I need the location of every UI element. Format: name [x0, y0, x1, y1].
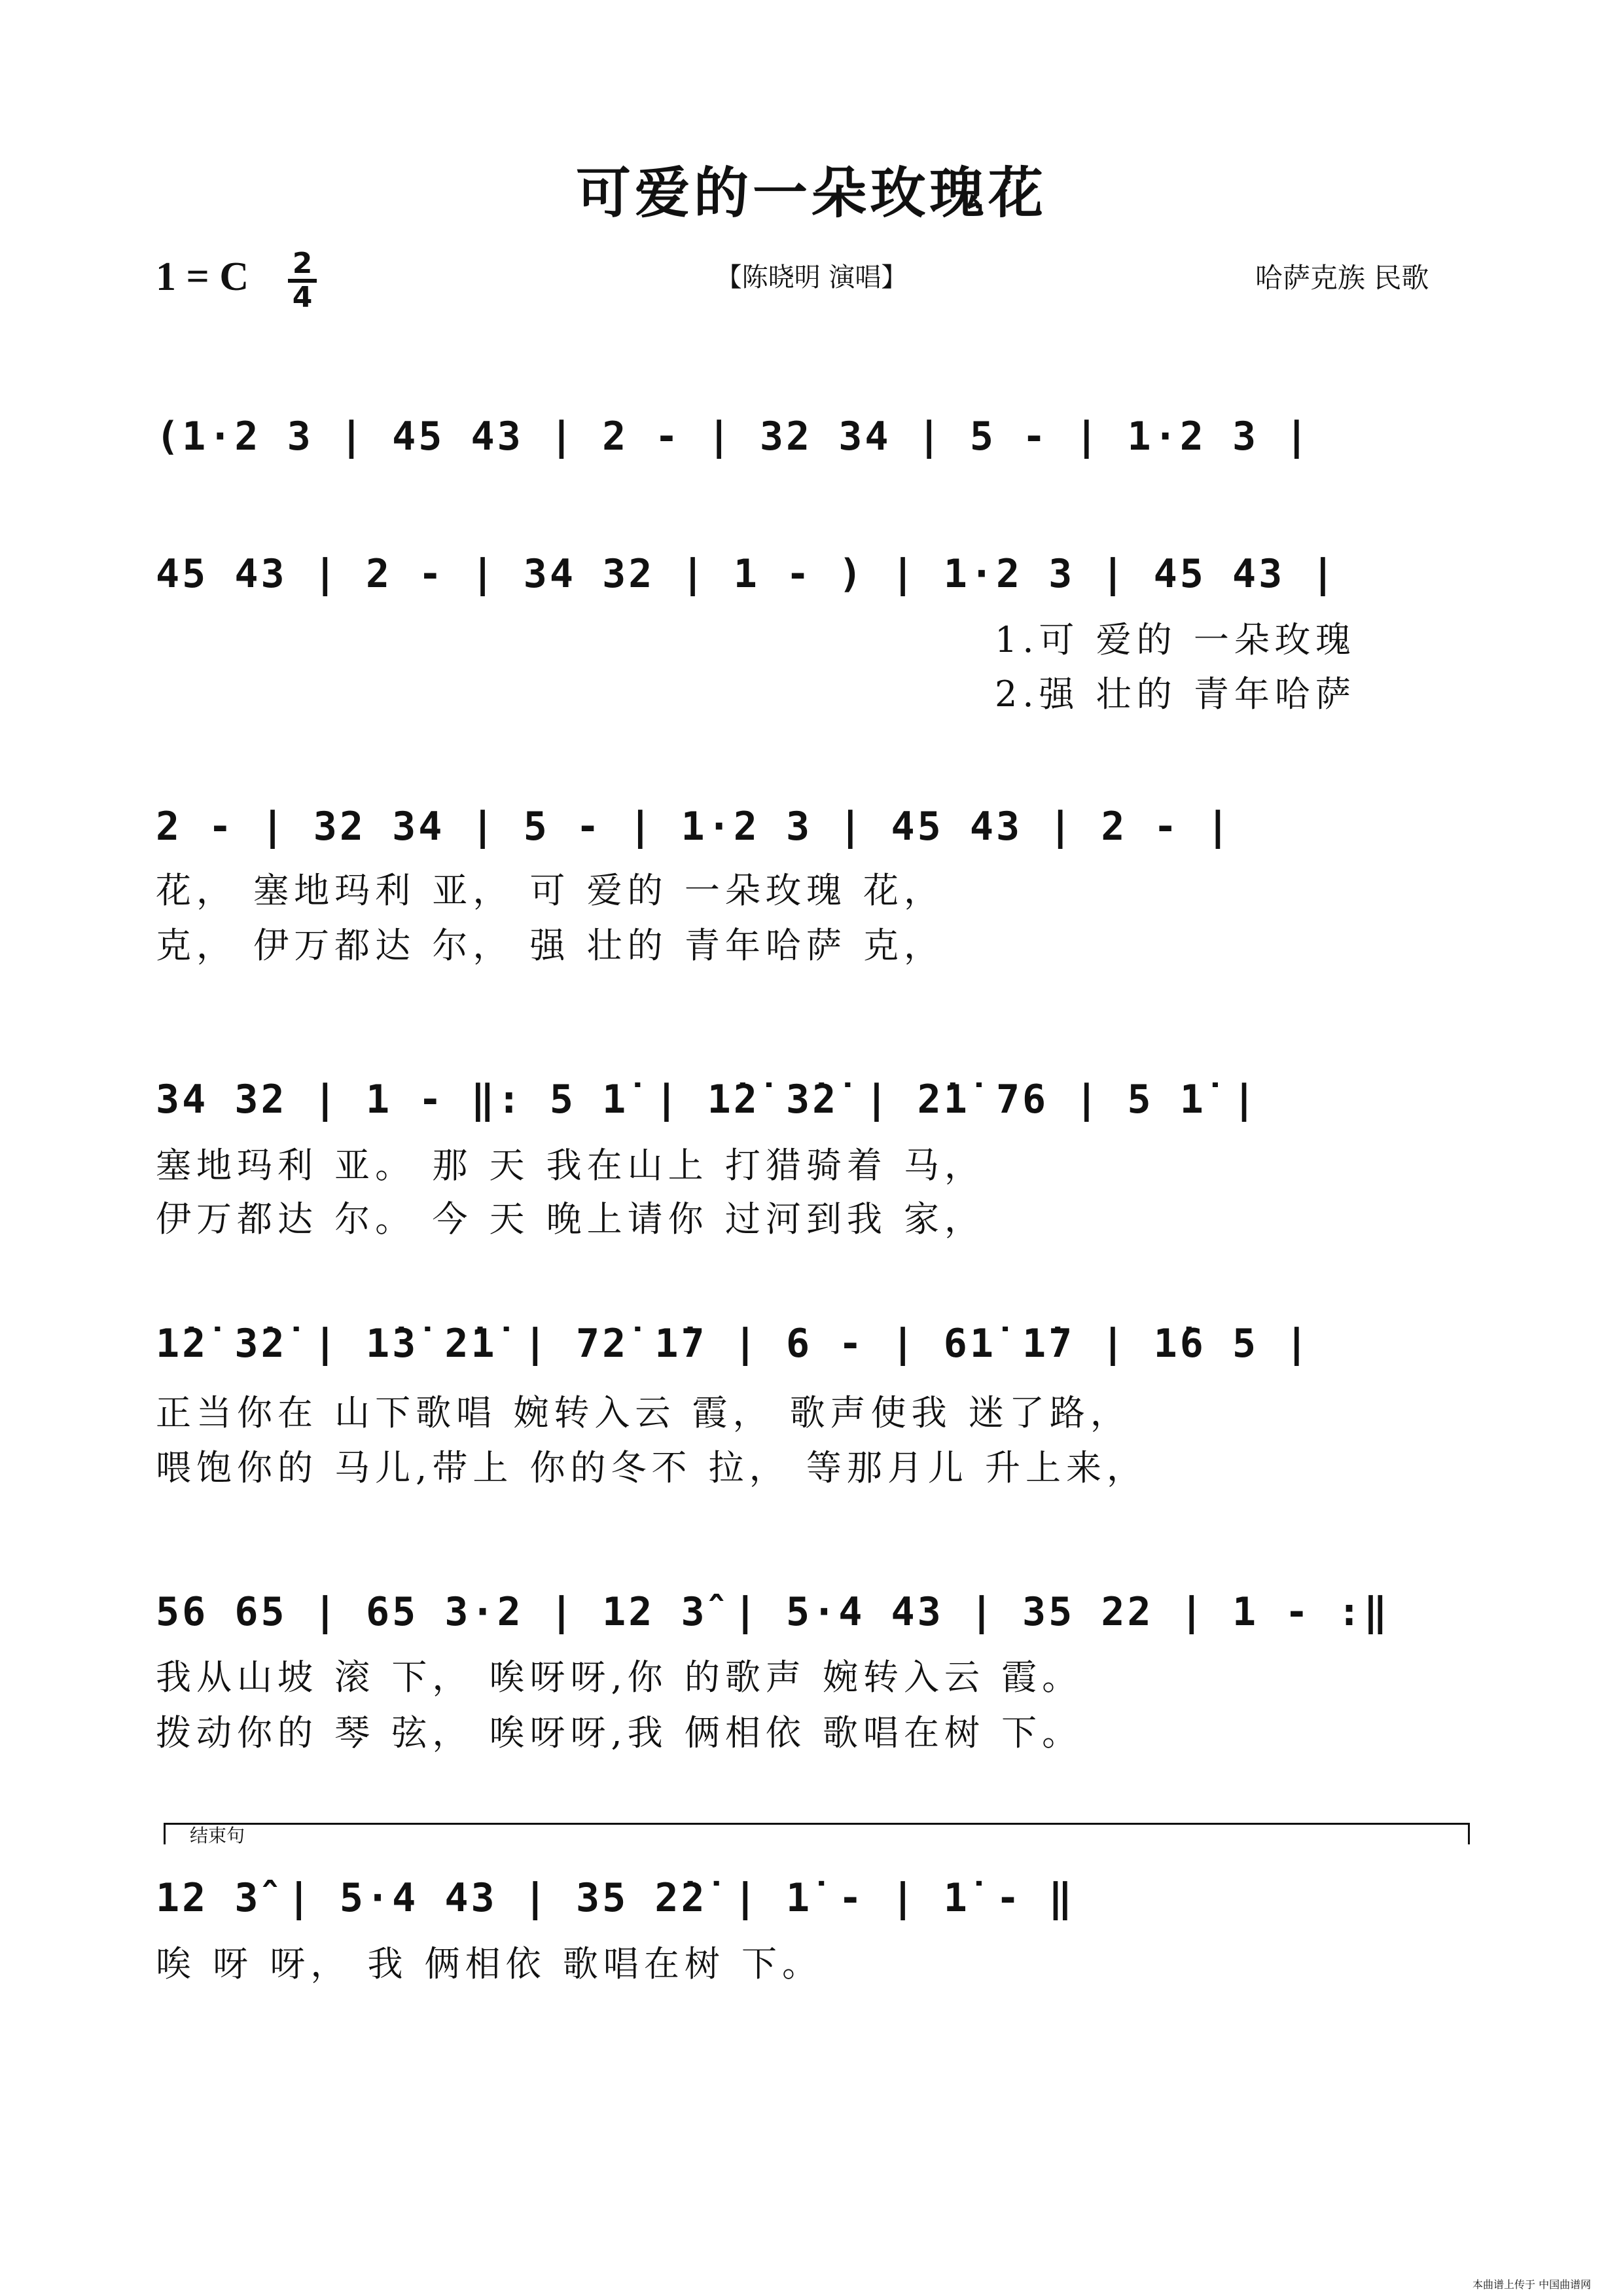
lyric-line-5-verse-1: 正当你在 山下歌唱 婉转入云 霞， 歌声使我 迷了路， — [156, 1392, 1131, 1433]
footer-credit: 本曲谱上传于 中国曲谱网 — [1472, 2278, 1592, 2291]
notation-line-7: 12 3̂ | 5·4 43 | 35 2̇2̇ | 1̇ - | 1̇ - ‖ — [156, 1875, 1075, 1921]
notation-line-6: 56 65 | 65 3·2 | 12 3̂ | 5·4 43 | 35 22 | 1 - :‖ — [156, 1589, 1390, 1635]
notation-line-2: 45 43 | 2 - | 34 32 | 1 - ) | 1·2 3 | 45 43 | — [156, 551, 1338, 597]
ending-label: 结束句 — [190, 1825, 245, 1846]
key-signature: 1 = C — [156, 255, 249, 299]
time-signature-top: 2 — [288, 249, 317, 283]
notation-line-3: 2 - | 32 34 | 5 - | 1·2 3 | 45 43 | 2 - | — [156, 804, 1233, 850]
notation-line-5: 1̇2̇ 3̇2̇ | 1̇3̇ 2̇1̇ | 72̇ 1̇7 | 6 - | 61̇ 1̇7 | 1̇6 5 | — [156, 1321, 1311, 1367]
lyric-line-3-verse-2: 克， 伊万都达 尔， 强 壮的 青年哈萨 克， — [156, 925, 944, 966]
lyric-line-3-verse-1: 花， 塞地玛利 亚， 可 爱的 一朵玫瑰 花， — [156, 870, 944, 911]
song-title: 可爱的一朵玫瑰花 — [575, 161, 1047, 225]
lyric-line-2-verse-2: 2.强 壮的 青年哈萨 — [995, 673, 1356, 715]
notation-line-4: 34 32 | 1 - ‖: 5 1̇ | 1̇2̇ 3̇2̇ | 2̇1̇ 76 | 5 1̇ | — [156, 1077, 1259, 1122]
lyric-line-4-verse-1: 塞地玛利 亚。 那 天 我在山上 打猎骑着 马， — [156, 1145, 985, 1186]
performer-credit: 【陈晓明 演唱】 — [715, 262, 908, 293]
lyric-line-7: 唉 呀 呀， 我 俩相依 歌唱在树 下。 — [156, 1943, 823, 1984]
lyric-line-2-verse-1: 1.可 爱的 一朵玫瑰 — [995, 619, 1356, 660]
notation-line-1: (1·2 3 | 45 43 | 2 - | 32 34 | 5 - | 1·2 3 | — [156, 414, 1311, 459]
lyric-line-5-verse-2: 喂饱你的 马儿,带上 你的冬不 拉， 等那月儿 升上来， — [156, 1447, 1147, 1488]
time-signature-bottom: 4 — [292, 281, 313, 314]
lyric-line-6-verse-2: 拨动你的 琴 弦， 唉呀呀,我 俩相依 歌唱在树 下。 — [156, 1712, 1083, 1753]
ending-bracket — [164, 1823, 1470, 1844]
lyric-line-4-verse-2: 伊万都达 尔。 今 天 晚上请你 过河到我 家， — [156, 1198, 985, 1240]
origin-credit: 哈萨克族 民歌 — [1255, 262, 1429, 294]
lyric-line-6-verse-1: 我从山坡 滚 下， 唉呀呀,你 的歌声 婉转入云 霞。 — [156, 1657, 1083, 1698]
